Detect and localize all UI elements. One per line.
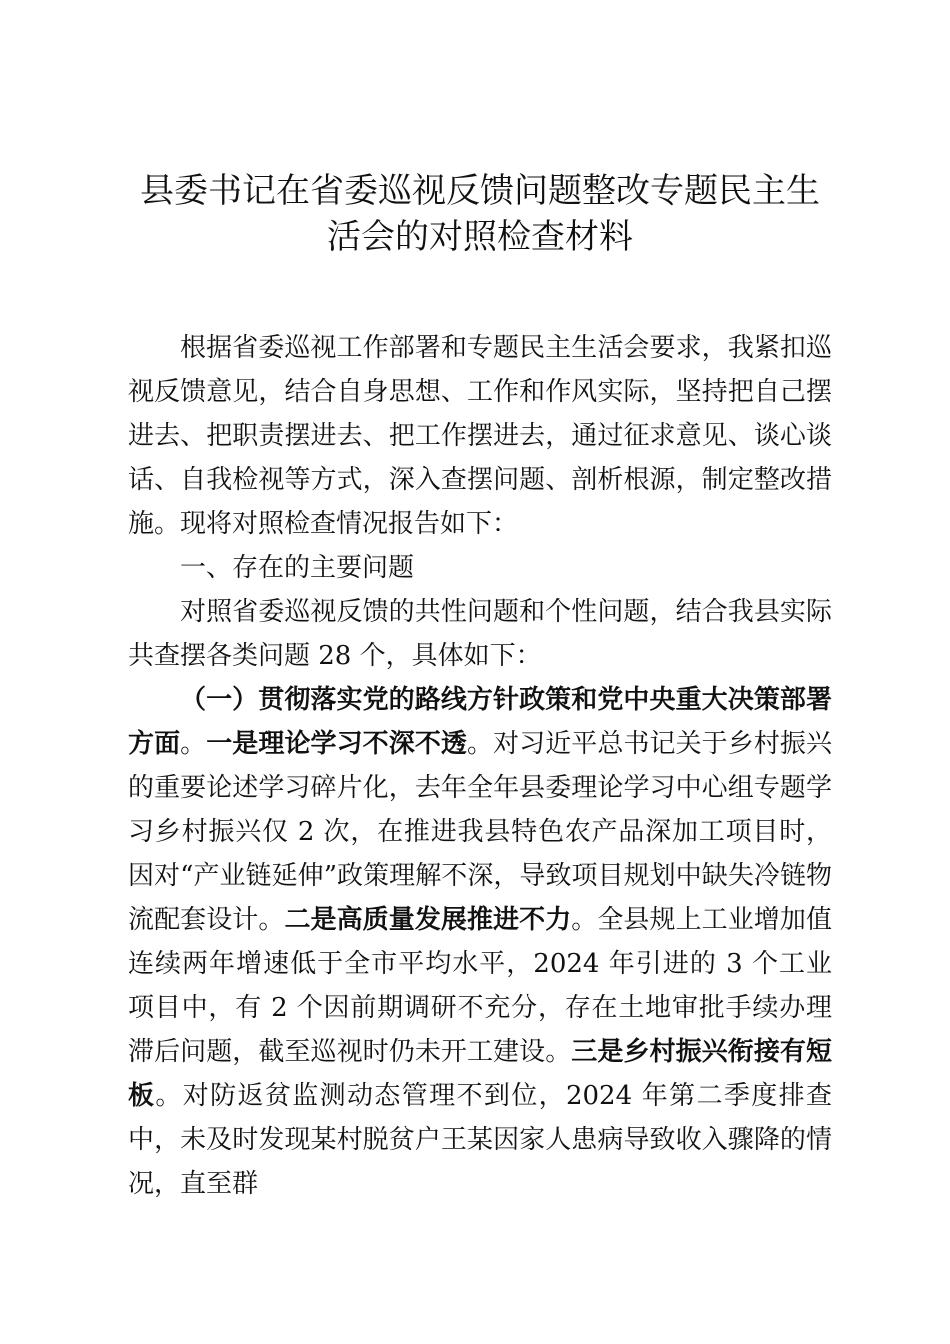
section-heading: 一、存在的主要问题: [180, 553, 415, 583]
document-title: 县委书记在省委巡视反馈问题整改专题民主生活会的对照检查材料: [140, 171, 820, 257]
item-one-paragraph: [128, 678, 832, 1206]
point-two-heading: 二是高质量发展推进不力: [284, 905, 572, 935]
point-one-heading: 一是理论学习不深不透: [206, 729, 467, 759]
intro-paragraph: 根据省委巡视工作部署和专题民主生活会要求，我紧扣巡视反馈意见，结合自身思想、工作和作风实际，坚持把自己摆进去、把职责摆进去、把工作摆进去，通过征求意见、谈心谈话、自我检视等方式，深入查摆问题、剖析根源，制定整改措施。现将对照检查情况报告如下：: [128, 333, 832, 539]
document-body: [128, 326, 832, 1206]
item-one-separator: 。: [180, 729, 207, 759]
overview-paragraph: 对照省委巡视反馈的共性问题和个性问题，结合我县实际共查摆各类问题 28 个，具体如下：: [128, 597, 832, 671]
point-three-text: 。对防返贫监测动态管理不到位，2024 年第二季度排查中，未及时发现某村脱贫户王某因家人患病导致收入骤降的情况，直至群: [128, 1081, 832, 1199]
point-one-text: 。对习近平总书记关于乡村振兴的重要论述学习碎片化，去年全年县委理论学习中心组专题学习乡村振兴仅 2 次，在推进我县特色农产品深加工项目时，因对“产业链延伸”政策理解不深，导致项目规划中缺失冷链物流配套设计。: [128, 729, 832, 935]
point-two-text: 。全县规上工业增加值连续两年增速低于全市平均水平，2024 年引进的 3 个工业项目中，有 2 个因前期调研不充分，存在土地审批手续办理滞后问题，截至巡视时仍未开工建设。: [128, 905, 832, 1067]
document-page: [128, 168, 832, 1206]
item-one-heading: （一）贯彻落实党的路线方针政策和党中央重大决策部署方面: [128, 685, 832, 759]
point-three-heading: 三是乡村振兴衔接有短板: [128, 1037, 832, 1111]
